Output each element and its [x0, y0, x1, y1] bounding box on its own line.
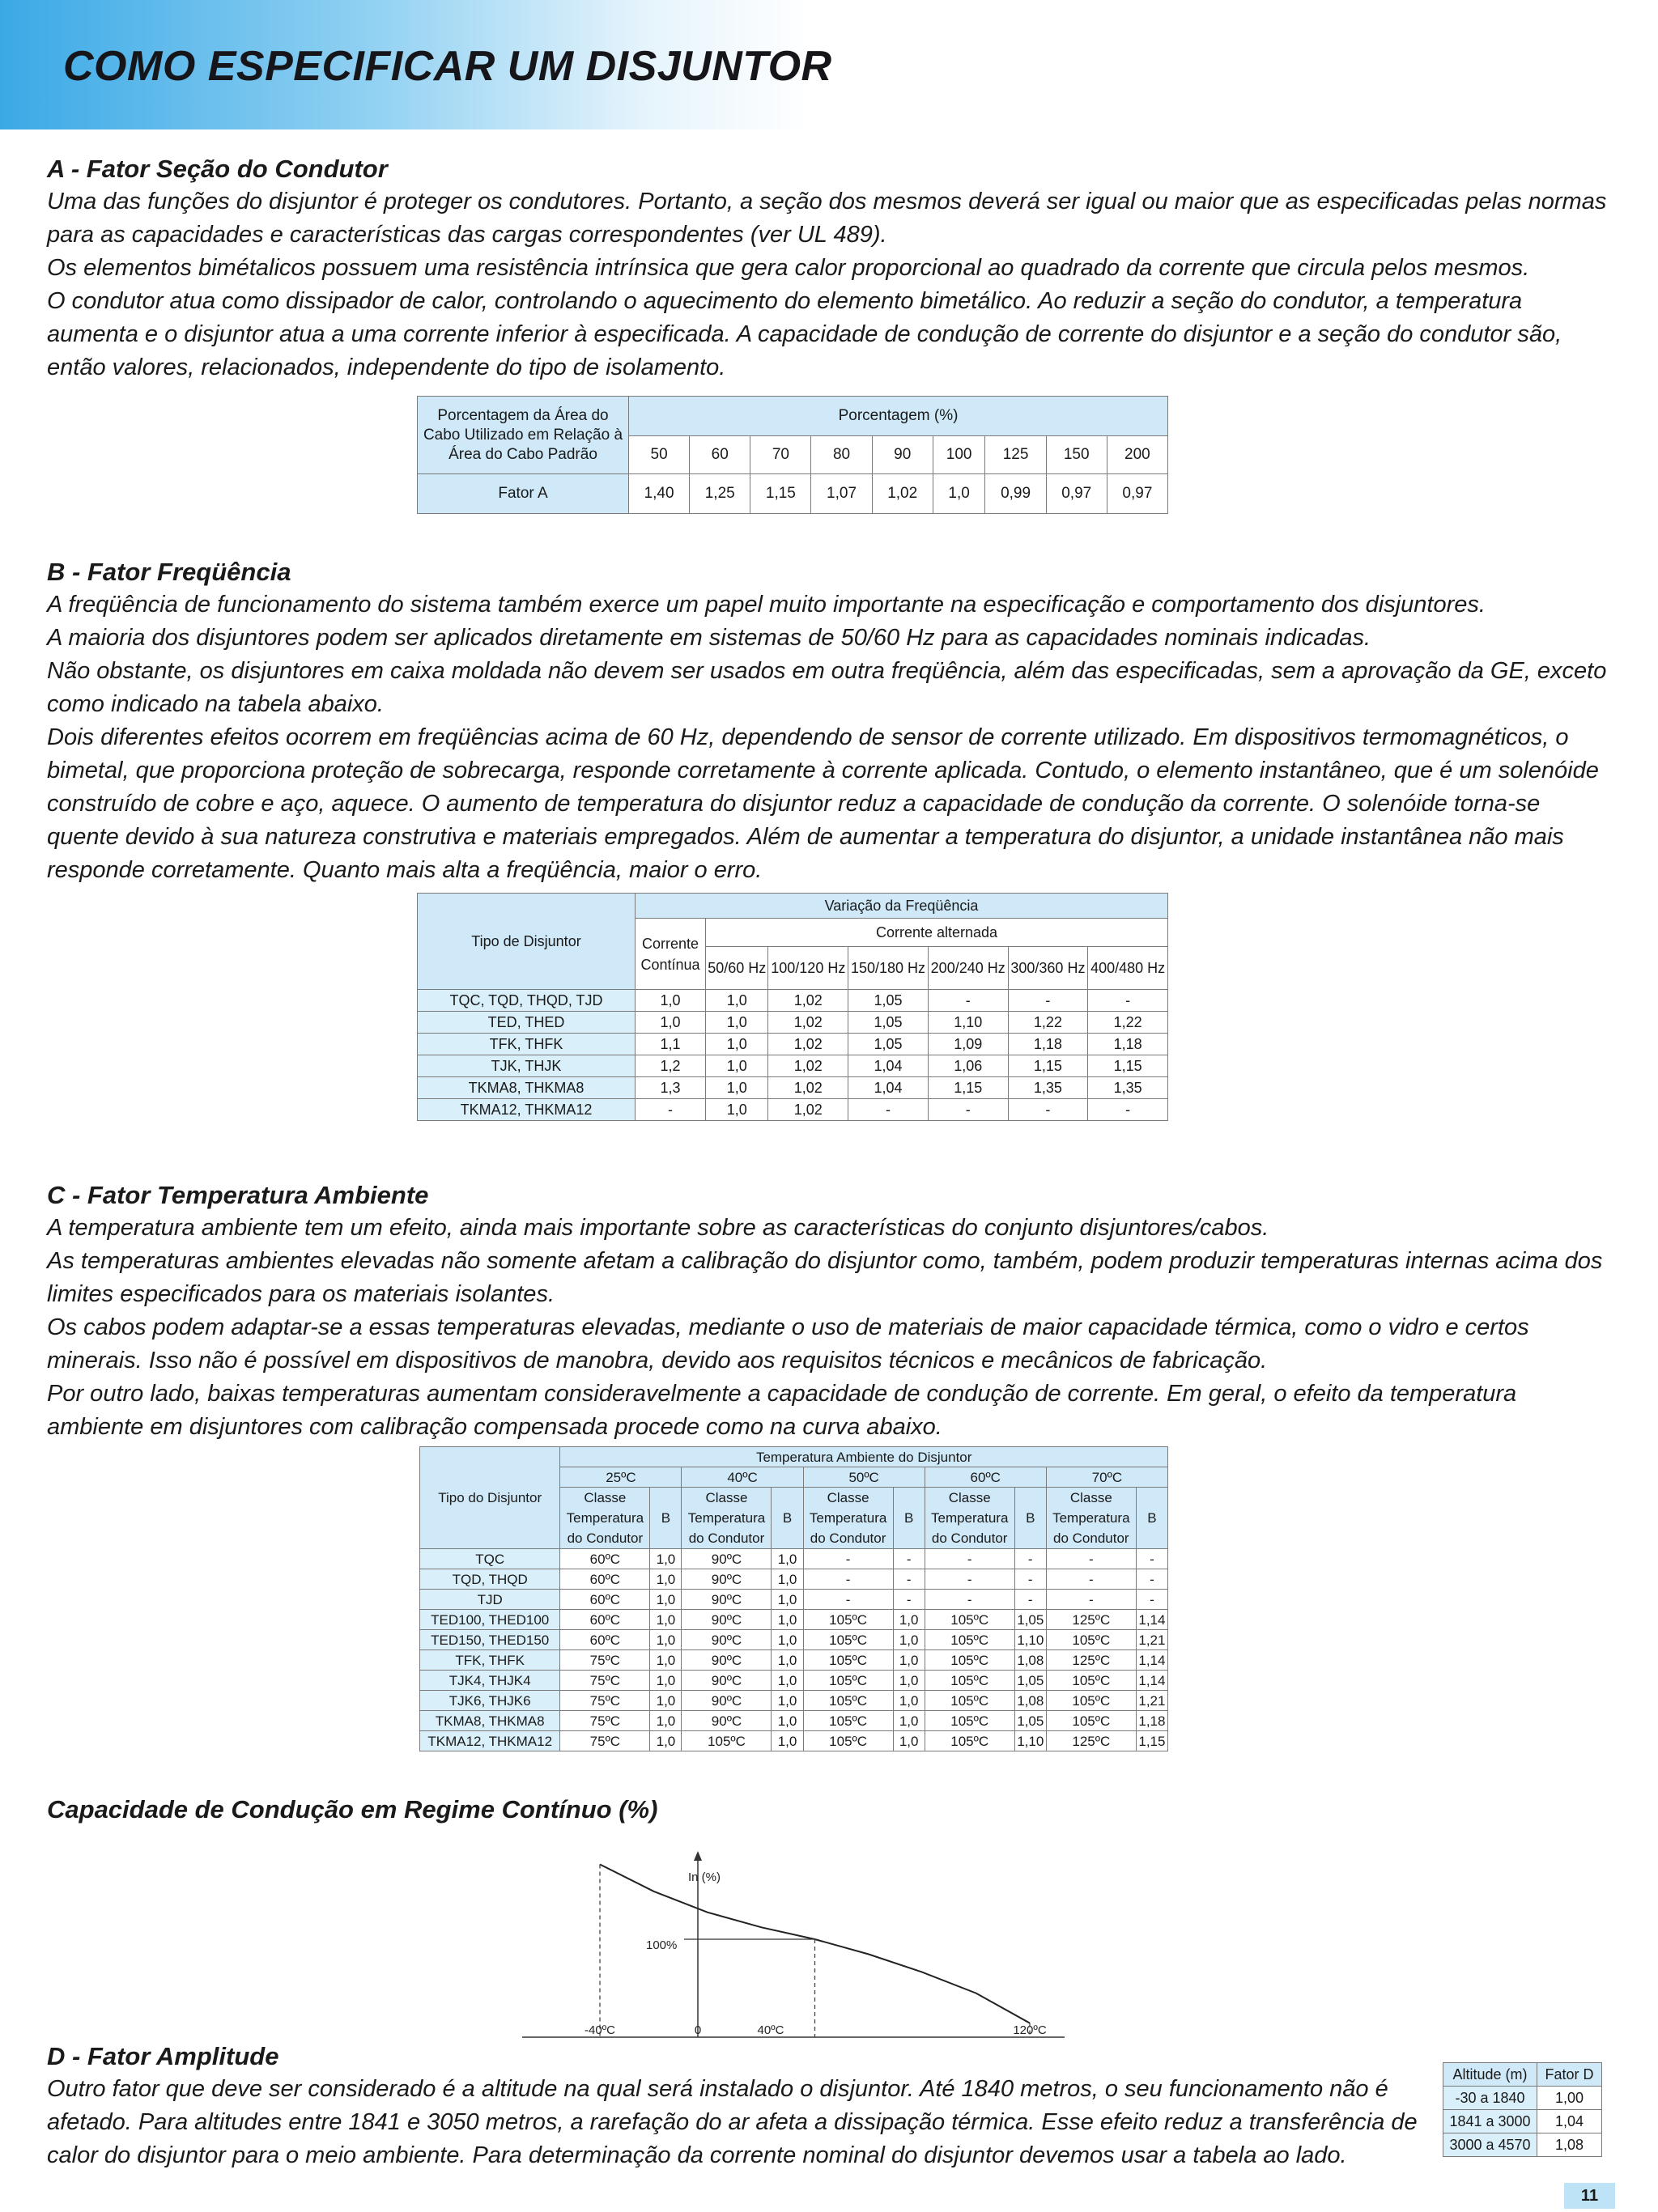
table-c-cell: 105ºC	[925, 1650, 1014, 1671]
table-a-percent: 125	[985, 436, 1046, 474]
table-c-cell: 1,0	[650, 1610, 682, 1630]
table-c-cell: 1,0	[893, 1610, 925, 1630]
table-c-cell: -	[803, 1569, 893, 1590]
table-row	[418, 1034, 1168, 1055]
table-b-cell: 1,02	[768, 1055, 848, 1077]
altitude-factor-table	[1443, 2062, 1602, 2157]
table-c-cell: 105ºC	[682, 1731, 772, 1751]
table-c-cell: 60ºC	[560, 1610, 650, 1630]
table-b-cell: 1,0	[706, 990, 768, 1012]
table-c-cell: 1,0	[650, 1711, 682, 1731]
table-b-cell: 1,35	[1008, 1077, 1088, 1099]
table-b-type: TKMA8, THKMA8	[418, 1077, 636, 1099]
y-axis-label: In (%)	[688, 1870, 721, 1884]
table-c-cell: 105ºC	[803, 1691, 893, 1711]
temperature-capacity-chart	[518, 1841, 1069, 2052]
table-a-percent: 50	[629, 436, 690, 474]
table-b-cell: 1,0	[706, 1012, 768, 1034]
table-c-cell: 90ºC	[682, 1650, 772, 1671]
section-a-paragraph-1: Uma das funções do disjuntor é proteger os condutores. Portanto, a seção dos mesmos deverá ser igual ou maior que as especificadas pelas normas para as capacidades e características das cargas correspondentes (ver UL 489).	[47, 189, 1607, 248]
table-c-cell: -	[893, 1549, 925, 1569]
table-c-b-header: B	[650, 1488, 682, 1549]
table-a-percent: 100	[933, 436, 985, 474]
table-row	[420, 1569, 1168, 1590]
section-b-paragraph-3: Não obstante, os disjuntores em caixa moldada não devem ser usados em outra freqüência, além das especificadas, sem a aprovação da GE, exceto como indicado na tabela abaixo.	[47, 658, 1607, 717]
table-c-cell: 1,0	[772, 1650, 803, 1671]
x-tick-label: -40ºC	[585, 2023, 615, 2037]
table-c-cell: 1,0	[650, 1650, 682, 1671]
table-c-cell: -	[925, 1569, 1014, 1590]
table-c-b-header: B	[1014, 1488, 1046, 1549]
table-c-cell: 1,0	[772, 1711, 803, 1731]
table-c-cell: 1,0	[650, 1671, 682, 1691]
table-row	[1443, 2087, 1602, 2110]
table-c-cell: -	[1046, 1569, 1136, 1590]
table-c-cell: -	[1046, 1590, 1136, 1610]
table-c-cell: 90ºC	[682, 1549, 772, 1569]
table-a-percent: 150	[1046, 436, 1107, 474]
table-c-cell: 1,0	[650, 1731, 682, 1751]
table-c-type: TED100, THED100	[420, 1610, 560, 1630]
table-b-cell: 1,18	[1008, 1034, 1088, 1055]
table-c-cell: 105ºC	[1046, 1630, 1136, 1650]
table-b-cell: 1,15	[1088, 1055, 1168, 1077]
table-b-cell: 1,02	[768, 1012, 848, 1034]
table-row	[420, 1610, 1168, 1630]
table-c-temp: 70ºC	[1046, 1467, 1167, 1488]
x-tick-label: 40ºC	[757, 2023, 784, 2037]
table-row	[418, 1077, 1168, 1099]
table-b-cell: 1,0	[636, 1012, 706, 1034]
table-c-cell: 90ºC	[682, 1610, 772, 1630]
table-a-factor: 1,02	[872, 474, 933, 514]
table-b-type: TJK, THJK	[418, 1055, 636, 1077]
table-b-cell: 1,2	[636, 1055, 706, 1077]
table-a-percent: 70	[750, 436, 811, 474]
ambient-temperature-table	[419, 1446, 1168, 1751]
table-a-percent: 80	[811, 436, 872, 474]
section-b-paragraph-2: A maioria dos disjuntores podem ser aplicados diretamente em sistemas de 50/60 Hz para as capacidades nominais indicadas.	[47, 625, 1371, 651]
table-c-cell: 1,0	[772, 1630, 803, 1650]
table-d-altitude: 3000 a 4570	[1443, 2133, 1537, 2157]
table-row	[1443, 2110, 1602, 2133]
table-row	[1443, 2133, 1602, 2157]
frequency-factor-table	[417, 893, 1168, 1121]
table-c-cell: -	[1014, 1549, 1046, 1569]
table-c-cell: 105ºC	[803, 1711, 893, 1731]
table-c-cell: 90ºC	[682, 1590, 772, 1610]
table-a-percent: 90	[872, 436, 933, 474]
table-c-cell: 1,14	[1136, 1650, 1167, 1671]
table-c-cell: 75ºC	[560, 1711, 650, 1731]
table-d-header-altitude: Altitude (m)	[1443, 2063, 1537, 2087]
table-b-cell: -	[1088, 1099, 1168, 1121]
section-b	[47, 555, 1613, 887]
table-d-altitude: 1841 a 3000	[1443, 2110, 1537, 2133]
table-c-temp: 50ºC	[803, 1467, 925, 1488]
table-c-cell: 1,0	[893, 1671, 925, 1691]
table-c-cell: 105ºC	[1046, 1691, 1136, 1711]
table-b-cell: 1,04	[848, 1055, 929, 1077]
table-c-cell: 1,0	[893, 1691, 925, 1711]
table-c-cell: -	[893, 1590, 925, 1610]
table-b-dc-header: Corrente Contínua	[636, 919, 706, 990]
table-c-cell: 60ºC	[560, 1630, 650, 1650]
table-b-cell: 1,0	[706, 1034, 768, 1055]
table-c-cell: 125ºC	[1046, 1650, 1136, 1671]
table-c-cell: -	[1136, 1590, 1167, 1610]
chart-title: Capacidade de Condução em Regime Contínuo (%)	[47, 1795, 658, 1824]
table-c-cell: 90ºC	[682, 1671, 772, 1691]
table-b-group-header: Variação da Freqüência	[636, 894, 1168, 919]
x-tick-label: 120ºC	[1013, 2023, 1047, 2037]
table-b-cell: -	[928, 990, 1008, 1012]
section-a-heading: A - Fator Seção do Condutor	[47, 155, 388, 183]
table-c-cell: 105ºC	[925, 1671, 1014, 1691]
table-b-cell: 1,02	[768, 990, 848, 1012]
table-b-cell: -	[1008, 990, 1088, 1012]
table-c-temp: 25ºC	[560, 1467, 682, 1488]
table-c-cell: 125ºC	[1046, 1610, 1136, 1630]
table-b-freq: 100/120 Hz	[768, 947, 848, 990]
table-row	[418, 990, 1168, 1012]
table-c-type: TKMA12, THKMA12	[420, 1731, 560, 1751]
table-b-cell: 1,06	[928, 1055, 1008, 1077]
table-c-cell: 90ºC	[682, 1691, 772, 1711]
table-c-cell: 105ºC	[925, 1691, 1014, 1711]
table-b-type: TFK, THFK	[418, 1034, 636, 1055]
table-b-ac-header: Corrente alternada	[706, 919, 1168, 947]
table-c-cell: -	[1136, 1569, 1167, 1590]
table-d-altitude: -30 a 1840	[1443, 2087, 1537, 2110]
table-row	[418, 1012, 1168, 1034]
table-b-cell: 1,09	[928, 1034, 1008, 1055]
table-c-cell: 75ºC	[560, 1691, 650, 1711]
table-b-cell: 1,05	[848, 990, 929, 1012]
table-c-cell: 1,0	[772, 1691, 803, 1711]
table-c-b-header: B	[1136, 1488, 1167, 1549]
section-a-paragraph-3: O condutor atua como dissipador de calor, controlando o aquecimento do elemento bimetálico. Ao reduzir a seção do condutor, a temperatura aumenta e o disjuntor atua a uma corrente inferior à especificada. A capacidade de condução de corrente do disjuntor e a seção do condutor são, então valores, relacionados, independente do tipo de isolamento.	[47, 288, 1562, 380]
table-c-cell: 1,0	[772, 1569, 803, 1590]
table-row	[420, 1630, 1168, 1650]
table-b-freq: 400/480 Hz	[1088, 947, 1168, 990]
x-tick-label: 0	[694, 2023, 702, 2037]
table-c-cell: 105ºC	[803, 1630, 893, 1650]
table-c-cell: 1,0	[772, 1671, 803, 1691]
table-row	[420, 1731, 1168, 1751]
table-c-temp: 60ºC	[925, 1467, 1046, 1488]
table-a-factor: 1,40	[629, 474, 690, 514]
table-c-class-header: Classe Temperatura do Condutor	[803, 1488, 893, 1549]
table-b-cell: 1,1	[636, 1034, 706, 1055]
table-c-cell: 1,21	[1136, 1630, 1167, 1650]
section-b-paragraph-1: A freqüência de funcionamento do sistema também exerce um papel muito importante na especificação e comportamento dos disjuntores.	[47, 592, 1486, 618]
table-a-percent: 60	[690, 436, 750, 474]
table-c-cell: 105ºC	[803, 1671, 893, 1691]
table-a-factor: 1,07	[811, 474, 872, 514]
table-c-cell: -	[893, 1569, 925, 1590]
table-b-cell: 1,0	[706, 1055, 768, 1077]
conductor-factor-table	[417, 396, 1168, 514]
table-c-type: TJD	[420, 1590, 560, 1610]
table-b-cell: 1,10	[928, 1012, 1008, 1034]
table-d-factor: 1,04	[1537, 2110, 1602, 2133]
table-b-freq: 50/60 Hz	[706, 947, 768, 990]
table-row	[420, 1590, 1168, 1610]
table-c-b-header: B	[772, 1488, 803, 1549]
table-b-cell: -	[1008, 1099, 1088, 1121]
table-c-cell: 90ºC	[682, 1569, 772, 1590]
table-c-cell: 75ºC	[560, 1671, 650, 1691]
table-c-cell: 1,18	[1136, 1711, 1167, 1731]
table-c-cell: 105ºC	[925, 1610, 1014, 1630]
table-c-cell: 1,0	[650, 1549, 682, 1569]
table-c-cell: 1,08	[1014, 1650, 1046, 1671]
table-b-freq: 150/180 Hz	[848, 947, 929, 990]
table-c-cell: 105ºC	[1046, 1711, 1136, 1731]
table-c-cell: 60ºC	[560, 1590, 650, 1610]
table-c-cell: -	[1046, 1549, 1136, 1569]
table-c-class-header: Classe Temperatura do Condutor	[1046, 1488, 1136, 1549]
table-row	[420, 1549, 1168, 1569]
table-b-type-header: Tipo de Disjuntor	[418, 894, 636, 990]
table-b-cell: -	[848, 1099, 929, 1121]
section-d-heading: D - Fator Amplitude	[47, 2042, 279, 2070]
table-d-factor: 1,08	[1537, 2133, 1602, 2157]
table-c-cell: 75ºC	[560, 1731, 650, 1751]
table-a-factor: 1,15	[750, 474, 811, 514]
table-b-freq: 200/240 Hz	[928, 947, 1008, 990]
table-a-factor: 0,97	[1107, 474, 1167, 514]
section-c-paragraph-1: A temperatura ambiente tem um efeito, ainda mais importante sobre as características do conjunto disjuntores/cabos.	[47, 1215, 1269, 1241]
table-b-type: TKMA12, THKMA12	[418, 1099, 636, 1121]
section-c	[47, 1178, 1613, 1444]
table-b-cell: 1,0	[636, 990, 706, 1012]
table-b-cell: 1,18	[1088, 1034, 1168, 1055]
y-axis-arrow-icon	[694, 1851, 702, 1861]
section-c-paragraph-3: Os cabos podem adaptar-se a essas temperaturas elevadas, mediante o uso de materiais de maior capacidade térmica, como o vidro e certos minerais. Isso não é possível em dispositivos de manobra, devido aos requisitos técnicos e mecânicos de fabricação.	[47, 1314, 1529, 1373]
table-row	[420, 1671, 1168, 1691]
table-b-cell: 1,0	[706, 1099, 768, 1121]
table-a-col-group: Porcentagem (%)	[629, 397, 1168, 436]
table-d-header-factor: Fator D	[1537, 2063, 1602, 2087]
table-c-cell: 1,0	[650, 1691, 682, 1711]
page-number: 11	[1580, 2187, 1599, 2205]
table-c-type: TJK4, THJK4	[420, 1671, 560, 1691]
table-b-cell: -	[636, 1099, 706, 1121]
table-c-cell: 105ºC	[1046, 1671, 1136, 1691]
section-d-paragraph-1: Outro fator que deve ser considerado é a altitude na qual será instalado o disjuntor. Até 1840 metros, o seu funcionamento não é afetado. Para altitudes entre 1841 e 3050 metros, a rarefação do ar afeta a dissipação térmica. Esse efeito reduz a transferência de calor do disjuntor para o meio ambiente. Para determinação da corrente nominal do disjuntor devemos usar a tabela ao lado.	[47, 2076, 1418, 2168]
table-b-cell: 1,02	[768, 1077, 848, 1099]
page-title: COMO ESPECIFICAR UM DISJUNTOR	[63, 43, 832, 90]
table-d-factor: 1,00	[1537, 2087, 1602, 2110]
table-c-cell: 1,14	[1136, 1610, 1167, 1630]
table-row	[418, 1099, 1168, 1121]
table-b-cell: 1,0	[706, 1077, 768, 1099]
table-a-percent: 200	[1107, 436, 1167, 474]
table-c-type: TKMA8, THKMA8	[420, 1711, 560, 1731]
table-b-cell: 1,05	[848, 1012, 929, 1034]
table-c-cell: 1,0	[772, 1590, 803, 1610]
table-b-cell: 1,35	[1088, 1077, 1168, 1099]
table-c-type: TJK6, THJK6	[420, 1691, 560, 1711]
table-c-cell: 105ºC	[925, 1731, 1014, 1751]
table-c-cell: 1,0	[893, 1630, 925, 1650]
table-c-b-header: B	[893, 1488, 925, 1549]
section-c-paragraph-4: Por outro lado, baixas temperaturas aumentam consideravelmente a capacidade de condução de corrente. Em geral, o efeito da temperatura ambiente em disjuntores com calibração compensada procede como na curva abaixo.	[47, 1381, 1517, 1440]
table-c-cell: 90ºC	[682, 1711, 772, 1731]
table-row	[420, 1711, 1168, 1731]
table-c-cell: 1,21	[1136, 1691, 1167, 1711]
table-c-cell: 1,0	[772, 1610, 803, 1630]
table-c-cell: 1,10	[1014, 1630, 1046, 1650]
table-c-group-header: Temperatura Ambiente do Disjuntor	[560, 1447, 1168, 1467]
table-b-cell: -	[1088, 990, 1168, 1012]
table-c-type-header: Tipo do Disjuntor	[420, 1447, 560, 1549]
section-b-heading: B - Fator Freqüência	[47, 558, 291, 586]
table-b-type: TED, THED	[418, 1012, 636, 1034]
table-c-cell: 1,14	[1136, 1671, 1167, 1691]
table-c-cell: 125ºC	[1046, 1731, 1136, 1751]
table-c-cell: -	[803, 1590, 893, 1610]
section-a	[47, 152, 1613, 384]
table-a-factor: 1,0	[933, 474, 985, 514]
table-b-cell: 1,22	[1008, 1012, 1088, 1034]
table-a-factor: 1,25	[690, 474, 750, 514]
table-c-cell: 105ºC	[925, 1711, 1014, 1731]
section-d	[47, 2040, 1423, 2172]
table-a-factor: 0,99	[985, 474, 1046, 514]
table-a-row-header: Porcentagem da Área do Cabo Utilizado em Relação à Área do Cabo Padrão	[418, 397, 629, 474]
table-b-type: TQC, TQD, THQD, TJD	[418, 990, 636, 1012]
table-c-cell: -	[1014, 1569, 1046, 1590]
section-c-paragraph-2: As temperaturas ambientes elevadas não somente afetam a calibração do disjuntor como, também, podem produzir temperaturas internas acima dos limites especificados para os materiais isolantes.	[47, 1248, 1603, 1307]
table-c-type: TQC	[420, 1549, 560, 1569]
table-b-cell: 1,15	[928, 1077, 1008, 1099]
table-c-cell: 1,08	[1014, 1691, 1046, 1711]
table-c-cell: 105ºC	[925, 1630, 1014, 1650]
table-c-cell: 1,15	[1136, 1731, 1167, 1751]
table-c-type: TQD, THQD	[420, 1569, 560, 1590]
table-c-type: TFK, THFK	[420, 1650, 560, 1671]
table-c-class-header: Classe Temperatura do Condutor	[925, 1488, 1014, 1549]
table-c-cell: 1,0	[772, 1549, 803, 1569]
table-c-cell: -	[1014, 1590, 1046, 1610]
table-c-type: TED150, THED150	[420, 1630, 560, 1650]
table-b-cell: 1,05	[848, 1034, 929, 1055]
table-a-factor-label: Fator A	[418, 474, 629, 514]
table-c-temp: 40ºC	[682, 1467, 803, 1488]
table-c-cell: 1,0	[650, 1630, 682, 1650]
table-c-cell: 1,05	[1014, 1671, 1046, 1691]
table-c-cell: 60ºC	[560, 1549, 650, 1569]
table-c-cell: 105ºC	[803, 1610, 893, 1630]
table-c-cell: 1,0	[893, 1711, 925, 1731]
table-row	[418, 1055, 1168, 1077]
table-b-freq: 300/360 Hz	[1008, 947, 1088, 990]
table-c-cell: 1,05	[1014, 1610, 1046, 1630]
table-c-cell: 75ºC	[560, 1650, 650, 1671]
table-c-cell: 1,0	[772, 1731, 803, 1751]
table-b-cell: 1,02	[768, 1034, 848, 1055]
section-b-paragraph-4: Dois diferentes efeitos ocorrem em freqüências acima de 60 Hz, dependendo de sensor de corrente utilizado. Em dispositivos termomagnéticos, o bimetal, que proporciona proteção de sobrecarga, responde corretamente à corrente aplicada. Contudo, o elemento instantâneo, que é um solenóide construído de cobre e aço, aquece. O aumento de temperatura do disjuntor reduz a capacidade de condução da corrente. O solenóide torna-se quente devido à sua natureza construtiva e materiais empregados. Além de aumentar a temperatura do disjuntor, a unidade instantânea não mais responde corretamente. Quanto mais alta a freqüência, maior o erro.	[47, 724, 1599, 883]
table-b-cell: -	[928, 1099, 1008, 1121]
table-row	[420, 1650, 1168, 1671]
table-c-cell: 1,0	[650, 1569, 682, 1590]
table-c-cell: 105ºC	[803, 1650, 893, 1671]
table-c-cell: -	[925, 1549, 1014, 1569]
table-c-class-header: Classe Temperatura do Condutor	[682, 1488, 772, 1549]
table-c-cell: 1,10	[1014, 1731, 1046, 1751]
table-c-cell: 1,05	[1014, 1711, 1046, 1731]
table-c-cell: 1,0	[893, 1731, 925, 1751]
reference-label: 100%	[646, 1938, 678, 1952]
table-c-cell: 1,0	[650, 1590, 682, 1610]
table-c-cell: 1,0	[893, 1650, 925, 1671]
table-b-cell: 1,22	[1088, 1012, 1168, 1034]
table-c-cell: 90ºC	[682, 1630, 772, 1650]
table-b-cell: 1,3	[636, 1077, 706, 1099]
table-c-cell: -	[803, 1549, 893, 1569]
table-c-cell: -	[1136, 1549, 1167, 1569]
table-c-cell: -	[925, 1590, 1014, 1610]
table-c-cell: 60ºC	[560, 1569, 650, 1590]
table-row	[420, 1691, 1168, 1711]
section-a-paragraph-2: Os elementos bimétalicos possuem uma resistência intrínsica que gera calor proporcional ao quadrado da corrente que circula pelos mesmos.	[47, 255, 1530, 281]
table-c-class-header: Classe Temperatura do Condutor	[560, 1488, 650, 1549]
table-b-cell: 1,02	[768, 1099, 848, 1121]
section-c-heading: C - Fator Temperatura Ambiente	[47, 1181, 429, 1209]
table-a-factor: 0,97	[1046, 474, 1107, 514]
table-b-cell: 1,04	[848, 1077, 929, 1099]
table-b-cell: 1,15	[1008, 1055, 1088, 1077]
table-c-cell: 105ºC	[803, 1731, 893, 1751]
